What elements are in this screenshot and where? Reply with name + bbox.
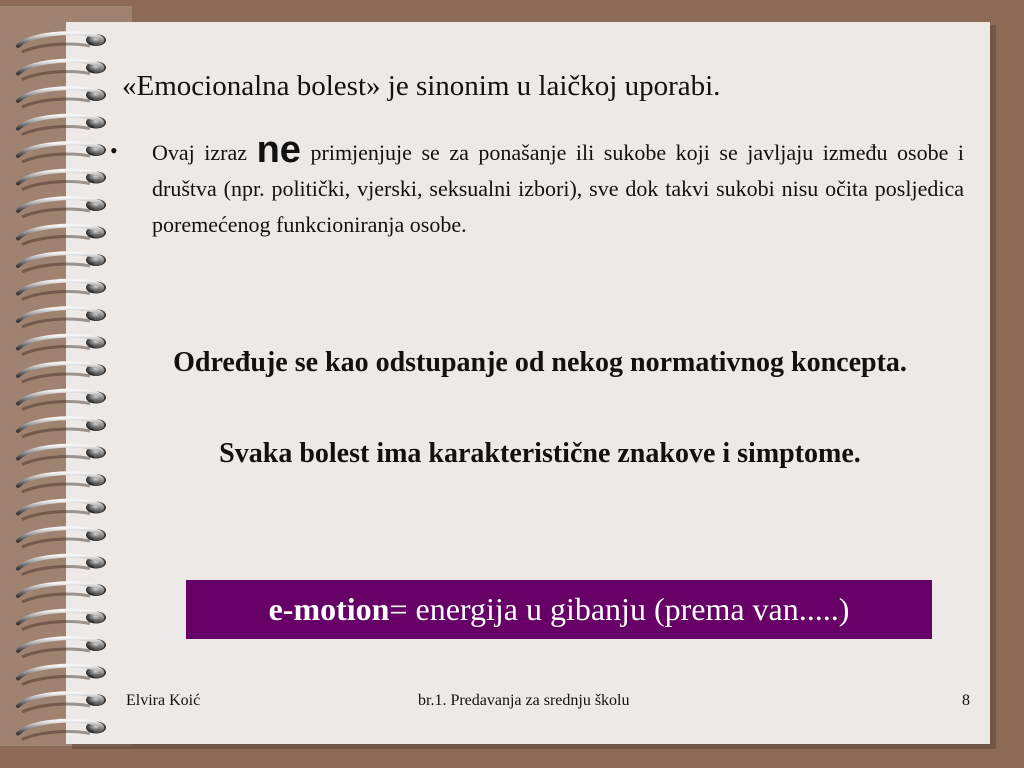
emotion-term: e-motion [268, 591, 390, 627]
spiral-coil [18, 61, 106, 80]
emotion-definition-box [186, 580, 932, 639]
spiral-coil [18, 33, 106, 52]
spiral-coil [18, 281, 106, 300]
symptoms-statement: Svaka bolest ima karakteristične znakove i simptome. [219, 438, 861, 469]
spiral-coil [18, 611, 106, 630]
spiral-coil [18, 693, 106, 712]
spiral-coil [18, 446, 106, 465]
spiral-coil [18, 143, 106, 162]
spiral-coil [18, 253, 106, 272]
spiral-coil [18, 198, 106, 217]
spiral-coil [18, 308, 106, 327]
emotion-definition: = energija u gibanju (prema van.....) [389, 591, 850, 627]
footer-author: Elvira Koić [126, 692, 201, 709]
spiral-coil [18, 473, 106, 492]
footer-page-number: 8 [962, 692, 970, 709]
spiral-coil [18, 721, 106, 740]
definition-statement: Određuje se kao odstupanje od nekog normativnog koncepta. [173, 347, 907, 378]
spiral-coil [18, 638, 106, 657]
spiral-coil [18, 556, 106, 575]
spiral-coil [18, 583, 106, 602]
spiral-coil [18, 501, 106, 520]
spiral-coil [18, 88, 106, 107]
bullet-text [152, 129, 965, 243]
spiral-coil [18, 116, 106, 135]
spiral-coil [18, 528, 106, 547]
spiral-binding-icon [0, 0, 140, 768]
spiral-coil [18, 171, 106, 190]
bullet-marker: • [110, 138, 118, 163]
spiral-coil [18, 363, 106, 382]
spiral-coil [18, 418, 106, 437]
bullet-emphasis: ne [256, 129, 301, 171]
footer-course: br.1. Predavanja za srednju školu [418, 692, 630, 709]
spiral-coil [18, 226, 106, 245]
spiral-coil [18, 666, 106, 685]
bullet-text-after: primjenjuje se za ponašanje ili sukobe koji se javljaju između osobe i društva (npr. politički, vjerski, seksualni izbori), sve dok takvi sukobi nisu očita posljedica poremećenog funkcioniranja osobe. [152, 140, 965, 237]
intro-line: «Emocionalna bolest» je sinonim u laičkoj uporabi. [122, 70, 721, 102]
spiral-coil [18, 336, 106, 355]
bullet-text-before: Ovaj izraz [152, 140, 248, 165]
spiral-coil [18, 391, 106, 410]
